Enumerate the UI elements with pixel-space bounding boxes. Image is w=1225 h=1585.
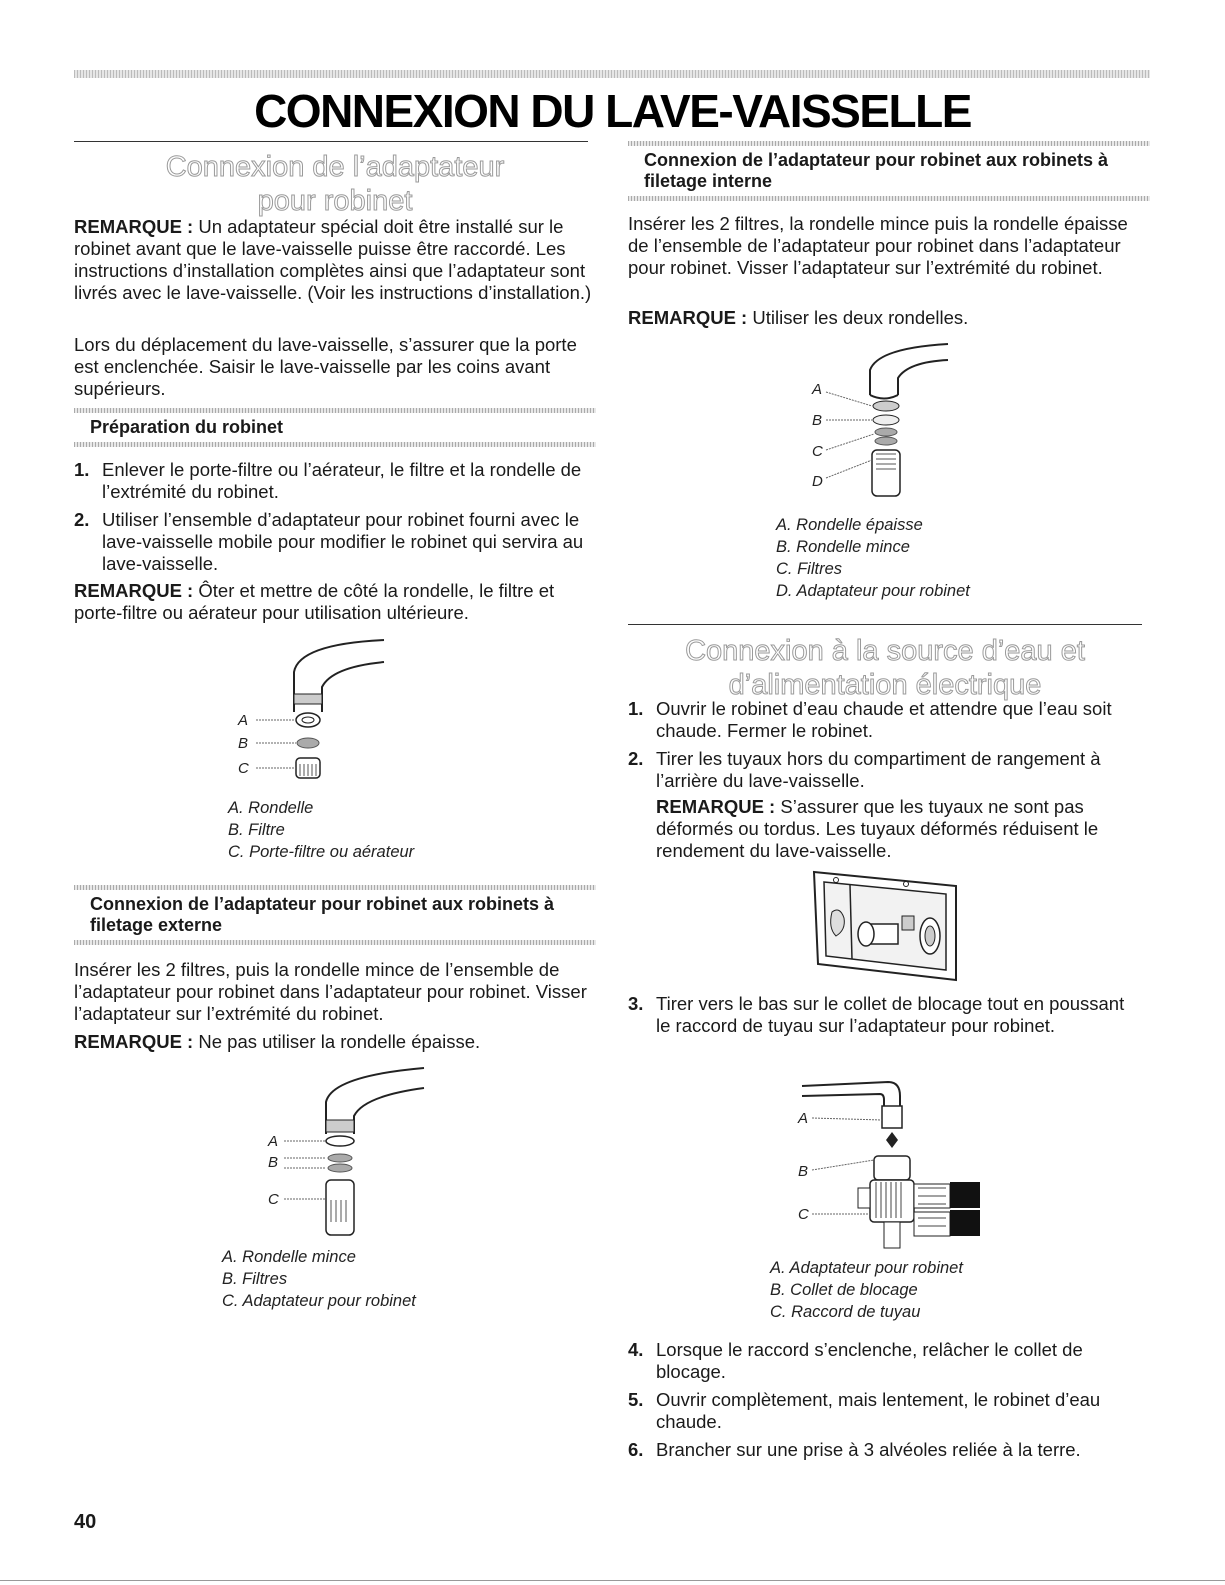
note-text: Ne pas utiliser la rondelle épaisse. xyxy=(193,1031,481,1052)
caption-line: B. Filtre xyxy=(228,821,285,839)
figure-caption xyxy=(776,514,970,602)
note-label: REMARQUE : xyxy=(74,216,194,237)
hose-compartment-illustration xyxy=(806,866,966,984)
note-label: REMARQUE : xyxy=(628,307,748,328)
header-hatch-bar xyxy=(74,70,1150,78)
right-section-rule xyxy=(628,624,1142,625)
step-text: Ouvrir le robinet d’eau chaude et attendre que l’eau soit chaude. Fermer le robinet. xyxy=(656,698,1112,741)
note-text: Ôter et mettre de côté la rondelle, le filtre et porte-filtre ou aérateur pour utilisation ultérieure. xyxy=(74,580,555,623)
list-item xyxy=(628,1389,1142,1433)
step-text: Tirer vers le bas sur le collet de blocage tout en poussant le raccord de tuyau sur l’adaptateur pour robinet. xyxy=(656,993,1125,1036)
faucet-prep-illustration xyxy=(224,632,394,792)
step-number: 2. xyxy=(74,509,90,530)
hatch-line xyxy=(74,940,596,945)
note-label: REMARQUE : xyxy=(74,1031,194,1052)
step-number: 1. xyxy=(628,698,644,719)
caption-line: A. Rondelle xyxy=(228,799,314,817)
figure-caption xyxy=(228,797,414,863)
step-text: Ouvrir complètement, mais lentement, le robinet d’eau chaude. xyxy=(656,1389,1101,1432)
steps-list-3 xyxy=(628,993,1142,1043)
faucet-external-illustration xyxy=(254,1062,434,1242)
figure-caption xyxy=(770,1257,963,1323)
step-text: Brancher sur une prise à 3 alvéoles reliée à la terre. xyxy=(656,1439,1081,1460)
list-item xyxy=(628,993,1142,1037)
fig-label: A xyxy=(798,1110,809,1127)
hose-connection-illustration xyxy=(788,1078,988,1253)
list-item xyxy=(628,1439,1142,1461)
step-text: Lorsque le raccord s’enclenche, relâcher le collet de blocage. xyxy=(656,1339,1083,1382)
paragraph: Insérer les 2 filtres, puis la rondelle mince de l’ensemble de l’adaptateur pour robinet dans l’adaptateur pour robinet. Visser l’adaptateur sur l’extrémité du robinet. xyxy=(74,959,587,1024)
fig-label: A xyxy=(812,381,823,398)
caption-line: B. Rondelle mince xyxy=(776,538,910,556)
fig-label: B xyxy=(238,735,249,752)
note-paragraph xyxy=(74,580,588,624)
prep-steps-list xyxy=(74,459,588,581)
list-item xyxy=(74,509,588,575)
fig-label: C xyxy=(268,1191,279,1208)
caption-line: A. Rondelle mince xyxy=(222,1248,356,1266)
bottom-rule xyxy=(0,1580,1225,1581)
note-text: Utiliser les deux rondelles. xyxy=(747,307,969,328)
faucet-internal-illustration xyxy=(798,340,968,505)
note-text: S’assurer que les tuyaux ne sont pas déformés ou tordus. Les tuyaux déformés réduisent le rendement du lave-vaisselle. xyxy=(656,796,1099,861)
page-title: CONNEXION DU LAVE-VAISSELLE xyxy=(254,85,971,137)
left-section-rule xyxy=(74,141,588,142)
step-number: 2. xyxy=(628,748,644,769)
subheading-internal xyxy=(628,141,1150,201)
subheading-external xyxy=(74,885,596,945)
paragraph: Lors du déplacement du lave-vaisselle, s’assurer que la porte est enclenchée. Saisir le lave-vaisselle par les coins avant supérieurs. xyxy=(74,334,577,399)
list-item xyxy=(628,748,1142,792)
water-steps-list xyxy=(628,698,1142,798)
paragraph: Insérer les 2 filtres, la rondelle mince puis la rondelle épaisse de l’ensemble de l’adaptateur pour robinet dans l’adaptateur pour robinet. Visser l’adaptateur sur l’extrémité du robinet. xyxy=(628,213,1128,278)
fig-label: A xyxy=(238,712,249,729)
step-number: 1. xyxy=(74,459,90,480)
caption-line: D. Adaptateur pour robinet xyxy=(776,582,970,600)
subheading-prep xyxy=(74,408,596,447)
section-title-line: pour robinet xyxy=(257,185,413,217)
caption-line: C. Porte-filtre ou aérateur xyxy=(228,843,415,861)
page-number: 40 xyxy=(74,1511,97,1533)
list-item xyxy=(74,459,588,503)
subheading-text: Connexion de l’adaptateur pour robinet aux robinets à filetage externe xyxy=(90,894,555,935)
note-text: Un adaptateur spécial doit être installé sur le robinet avant que le lave-vaisselle puisse être raccordé. Les instructions d’installation complètes ainsi que l’adaptateur sont livrés avec le lave-vaisselle. (Voir les instructions d’installation.) xyxy=(74,216,592,303)
step-text: Utiliser l’ensemble d’adaptateur pour robinet fourni avec le lave-vaisselle mobile pour modifier le robinet qui servira au lave-vaisselle. xyxy=(102,509,584,574)
caption-line: A. Rondelle épaisse xyxy=(776,516,923,534)
caption-line: B. Collet de blocage xyxy=(770,1281,918,1299)
caption-line: B. Filtres xyxy=(222,1270,288,1288)
section-title-line: Connexion à la source d’eau et xyxy=(685,635,1085,667)
fig-label: B xyxy=(812,412,823,429)
step-number: 6. xyxy=(628,1439,644,1460)
hatch-line xyxy=(74,442,596,447)
note-paragraph xyxy=(74,1031,588,1053)
note-label: REMARQUE : xyxy=(656,796,776,817)
hatch-line xyxy=(628,196,1150,201)
list-item xyxy=(628,698,1142,742)
note-paragraph xyxy=(74,216,596,304)
steps-list-final xyxy=(628,1339,1142,1467)
figure-caption xyxy=(222,1246,416,1312)
caption-line: C. Filtres xyxy=(776,560,842,578)
subheading-text: Connexion de l’adaptateur pour robinet aux robinets à filetage interne xyxy=(644,150,1109,191)
step-number: 5. xyxy=(628,1389,644,1410)
fig-label: D xyxy=(812,473,823,490)
section-title-adapter xyxy=(74,150,596,218)
fig-label: A xyxy=(268,1133,279,1150)
step-text: Enlever le porte-filtre ou l’aérateur, le filtre et la rondelle de l’extrémité du robinet. xyxy=(102,459,582,502)
caption-line: C. Raccord de tuyau xyxy=(770,1303,921,1321)
caption-line: C. Adaptateur pour robinet xyxy=(222,1292,416,1310)
section-title-line: d’alimentation électrique xyxy=(728,669,1042,701)
list-item xyxy=(628,1339,1142,1383)
caption-line: A. Adaptateur pour robinet xyxy=(770,1259,963,1277)
note-label: REMARQUE : xyxy=(74,580,194,601)
fig-label: B xyxy=(268,1154,279,1171)
section-title-water-power xyxy=(628,634,1142,702)
section-title-line: Connexion de l’adaptateur xyxy=(165,151,505,183)
note-paragraph xyxy=(628,307,1142,329)
step-number: 3. xyxy=(628,993,644,1014)
fig-label: C xyxy=(812,443,823,460)
fig-label: C xyxy=(238,760,249,777)
step-number: 4. xyxy=(628,1339,644,1360)
note-paragraph xyxy=(656,796,1142,862)
subheading-text: Préparation du robinet xyxy=(90,417,284,437)
fig-label: C xyxy=(798,1206,809,1223)
fig-label: B xyxy=(798,1163,809,1180)
step-text: Tirer les tuyaux hors du compartiment de rangement à l’arrière du lave-vaisselle. xyxy=(656,748,1101,791)
